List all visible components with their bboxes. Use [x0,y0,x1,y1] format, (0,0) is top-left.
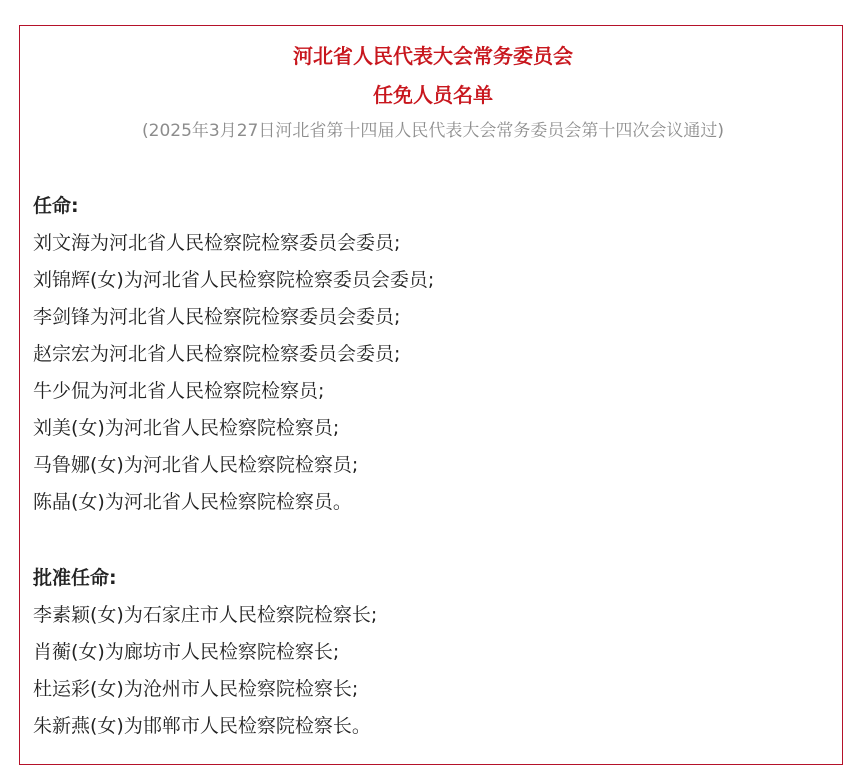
list-item: 肖蘅(女)为廊坊市人民检察院检察长; [33,641,340,663]
list-item: 刘文海为河北省人民检察院检察委员会委员; [33,232,401,254]
list-item: 朱新燕(女)为邯郸市人民检察院检察长。 [33,715,371,737]
section-appointment [33,188,833,521]
section-heading: 任命: [33,195,79,217]
document-title-secondary: 任免人员名单 [373,83,493,107]
section-heading: 批准任命: [33,567,117,589]
section-approved-appointment [33,560,833,745]
list-item: 刘美(女)为河北省人民检察院检察员; [33,417,340,439]
document-subtitle: (2025年3月27日河北省第十四届人民代表大会常务委员会第十四次会议通过) [142,121,724,141]
document-title: 河北省人民代表大会常务委员会 [293,44,573,68]
list-item: 李剑锋为河北省人民检察院检察委员会委员; [33,306,401,328]
list-item: 马鲁娜(女)为河北省人民检察院检察员; [33,454,359,476]
list-item: 赵宗宏为河北省人民检察院检察委员会委员; [33,343,401,365]
list-item: 李素颖(女)为石家庄市人民检察院检察长; [33,604,378,626]
list-item: 陈晶(女)为河北省人民检察院检察员。 [33,491,352,513]
list-item: 牛少侃为河北省人民检察院检察员; [33,380,325,402]
list-item: 刘锦辉(女)为河北省人民检察院检察委员会委员; [33,269,435,291]
list-item: 杜运彩(女)为沧州市人民检察院检察长; [33,678,359,700]
